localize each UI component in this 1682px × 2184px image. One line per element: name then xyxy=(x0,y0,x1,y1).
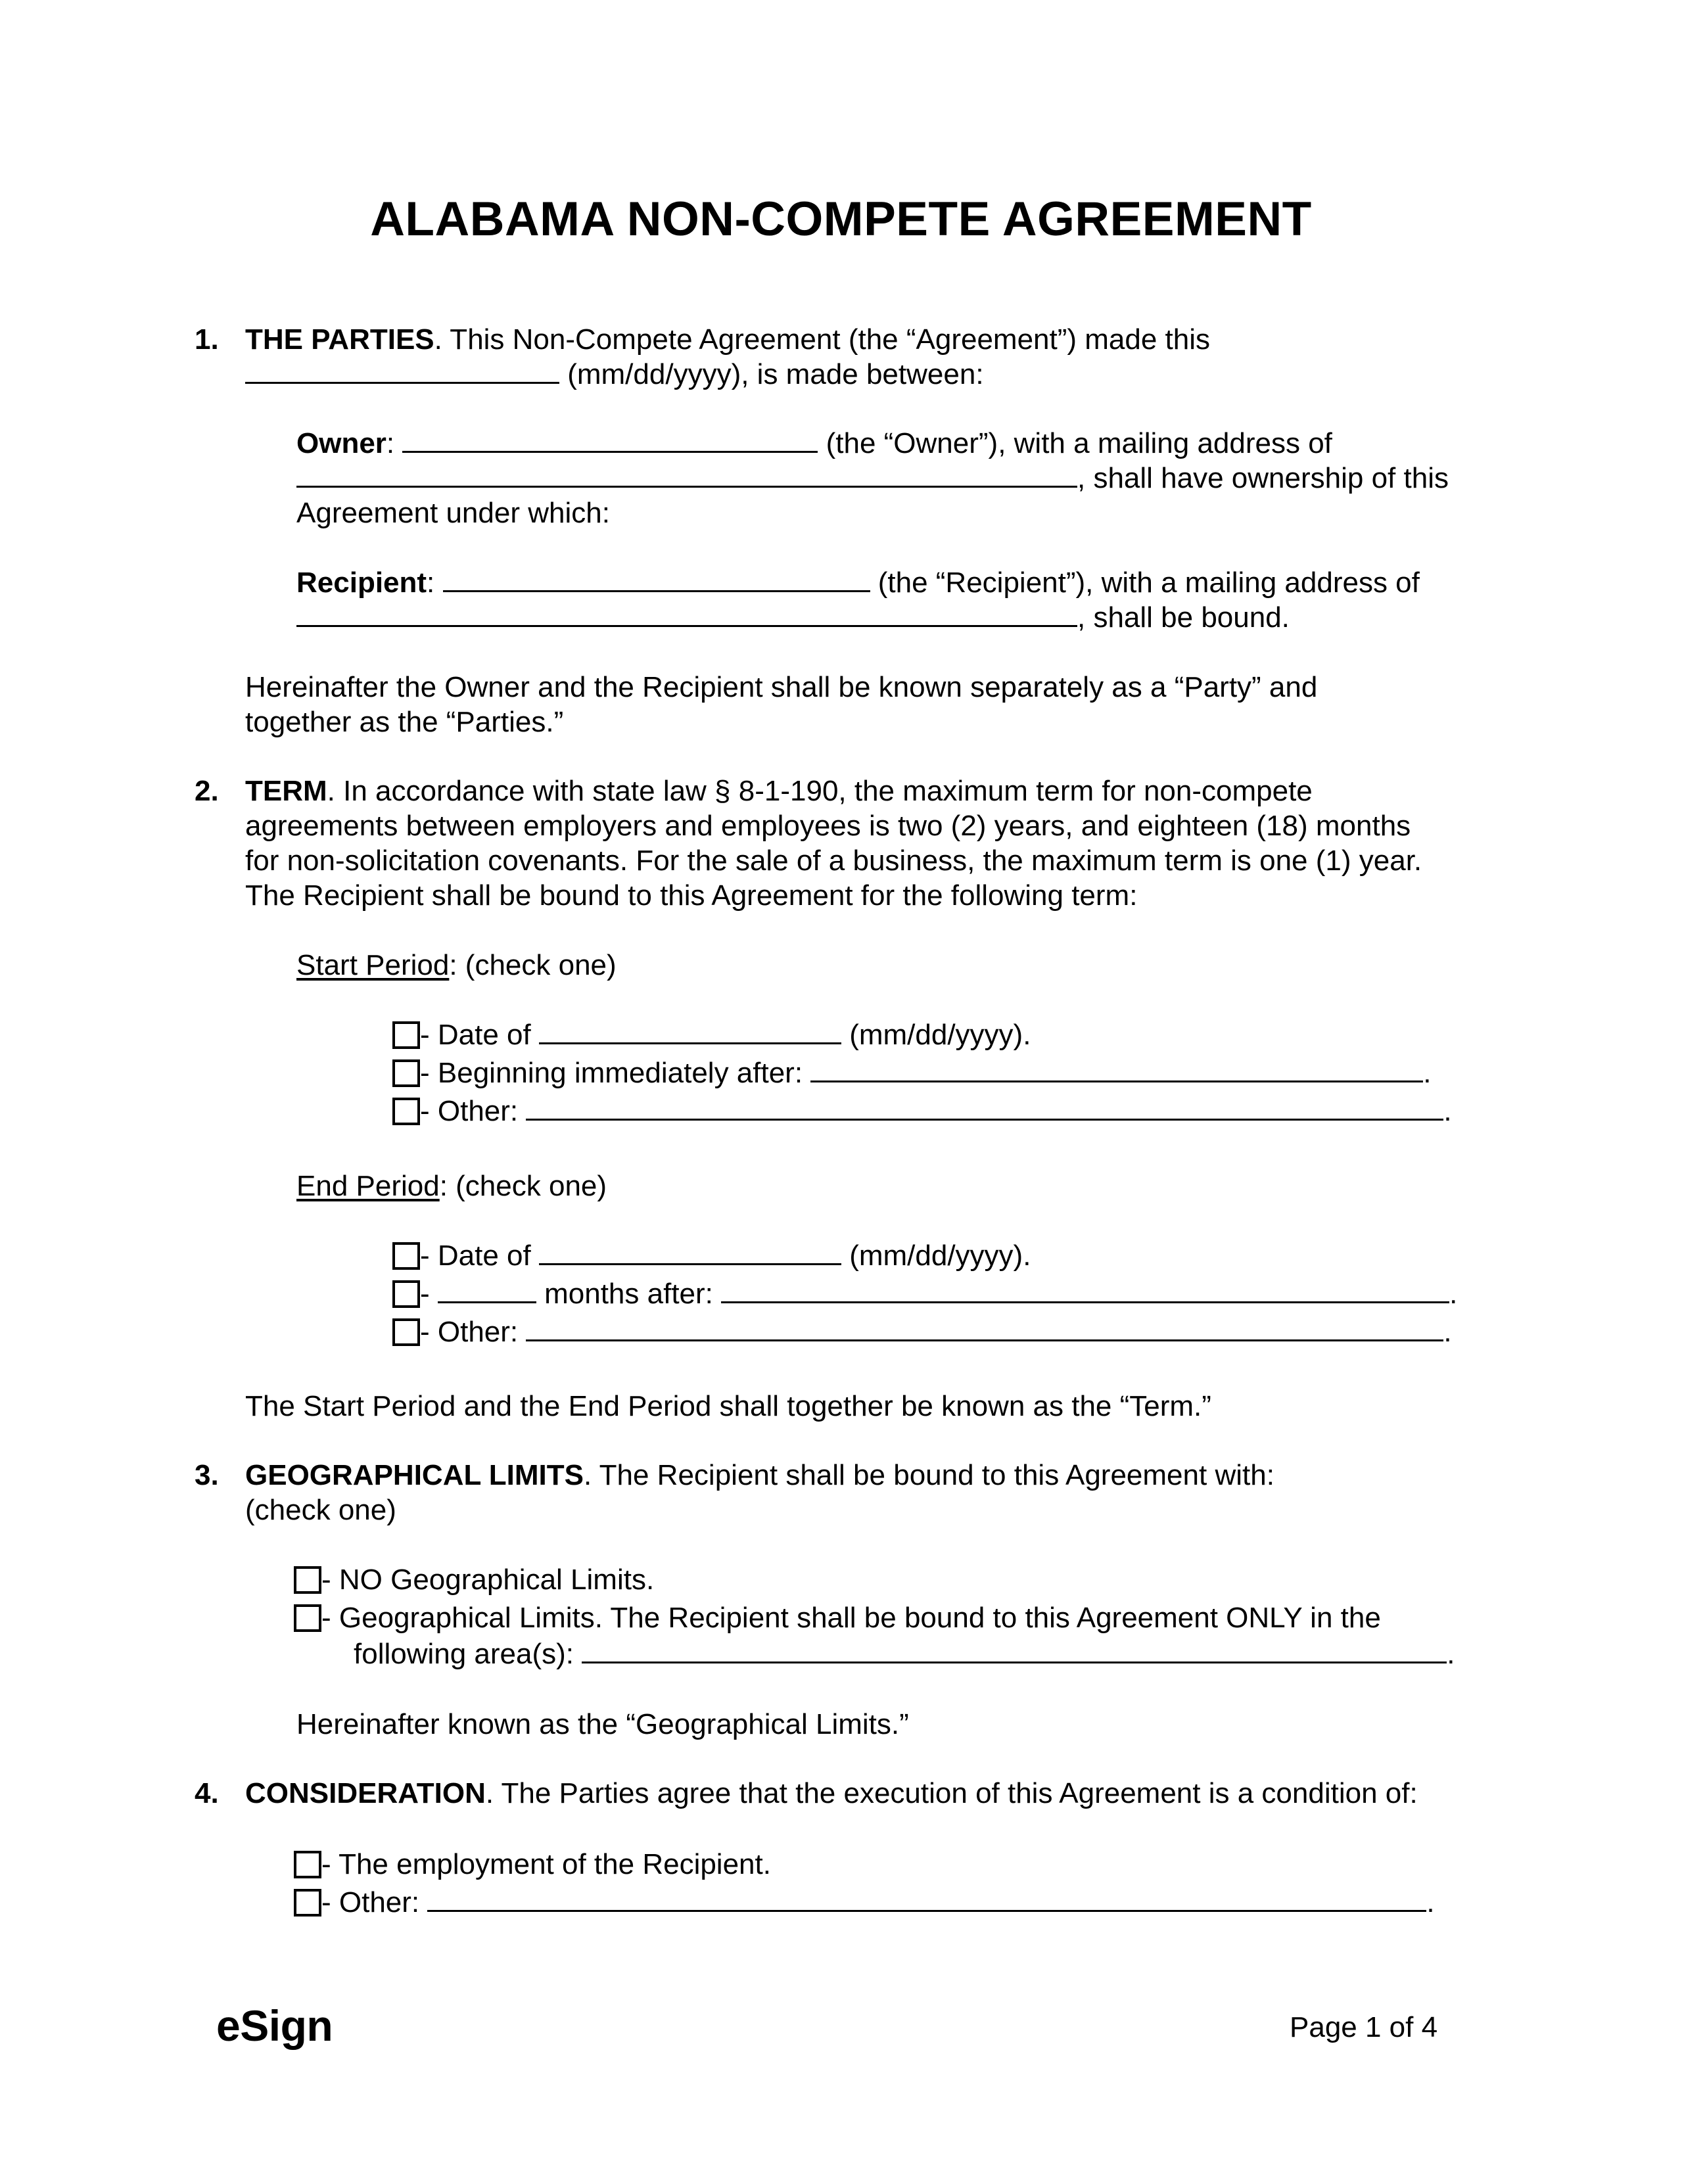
start-other-field[interactable] xyxy=(526,1095,1443,1121)
end-period-label: End Period xyxy=(296,1170,440,1202)
end-other-field[interactable] xyxy=(526,1316,1443,1341)
agreement-date-suffix: (mm/dd/yyyy), is made between: xyxy=(559,358,984,390)
recipient-name-field[interactable] xyxy=(443,567,870,592)
recipient-address-after-text: , shall be bound. xyxy=(1077,601,1290,634)
section-1-heading: THE PARTIES xyxy=(245,323,434,356)
geo-area-label: following area(s): xyxy=(354,1638,582,1670)
end-months-after-field[interactable] xyxy=(721,1278,1449,1303)
geo-limited-checkbox[interactable] xyxy=(294,1604,321,1632)
start-immediately-label: - Beginning immediately after: xyxy=(420,1057,811,1089)
section-3-line1 xyxy=(245,1458,1274,1493)
end-months-checkbox[interactable] xyxy=(392,1280,420,1308)
recipient-address-field[interactable] xyxy=(296,601,1077,627)
start-date-format: (mm/dd/yyyy). xyxy=(841,1019,1031,1051)
end-months-label: months after: xyxy=(536,1278,722,1310)
consideration-employment-label: - The employment of the Recipient. xyxy=(321,1848,771,1880)
owner-address-after-text: , shall have ownership of this xyxy=(1077,462,1449,494)
section-2-number: 2. xyxy=(195,775,219,807)
consideration-other-checkbox[interactable] xyxy=(294,1889,321,1917)
section-4-heading: CONSIDERATION xyxy=(245,1777,486,1809)
start-date-checkbox[interactable] xyxy=(392,1021,420,1049)
recipient-row xyxy=(296,565,1420,600)
document-title: ALABAMA NON-COMPETE AGREEMENT xyxy=(370,193,1312,246)
section-4-number: 4. xyxy=(195,1777,219,1809)
geo-none-label: - NO Geographical Limits. xyxy=(321,1564,655,1596)
owner-address-field[interactable] xyxy=(296,462,1077,488)
end-option-other xyxy=(392,1314,1452,1349)
section-3-heading: GEOGRAPHICAL LIMITS xyxy=(245,1459,584,1491)
recipient-after-text: (the “Recipient”), with a mailing address of xyxy=(870,567,1420,599)
agreement-date-field[interactable] xyxy=(245,358,559,384)
section-1-text: . This Non-Compete Agreement (the “Agreement”) made this xyxy=(434,323,1211,356)
section-3-text: . The Recipient shall be bound to this Agreement with: xyxy=(583,1459,1274,1491)
section-1-intro xyxy=(245,322,1210,357)
section-2-heading: TERM xyxy=(245,775,327,807)
consideration-other-field[interactable] xyxy=(427,1886,1426,1912)
end-other-period: . xyxy=(1443,1316,1452,1348)
geo-option-none xyxy=(294,1562,654,1597)
end-months-dash: - xyxy=(420,1278,438,1310)
start-option-other xyxy=(392,1094,1452,1128)
end-option-date xyxy=(392,1238,1031,1273)
recipient-label: Recipient xyxy=(296,567,427,599)
end-option-months xyxy=(392,1276,1457,1311)
start-other-period: . xyxy=(1443,1095,1452,1127)
owner-label: Owner xyxy=(296,427,386,459)
start-date-label: - Date of xyxy=(420,1019,539,1051)
end-date-format: (mm/dd/yyyy). xyxy=(841,1240,1031,1272)
parties-definition-line2: together as the “Parties.” xyxy=(245,706,564,738)
start-option-date xyxy=(392,1017,1031,1052)
geo-option-limited xyxy=(294,1600,1381,1635)
section-2-line3: for non-solicitation covenants. For the sale of a business, the maximum term is one (1) year. xyxy=(245,845,1422,877)
start-immediately-field[interactable] xyxy=(810,1057,1423,1082)
owner-address-row xyxy=(296,461,1449,496)
section-2-text: . In accordance with state law § 8-1-190, the maximum term for non-compete xyxy=(327,775,1313,807)
owner-colon: : xyxy=(386,427,395,459)
start-period-heading xyxy=(296,948,617,983)
geo-limited-label: - Geographical Limits. The Recipient shall be bound to this Agreement ONLY in the xyxy=(321,1602,1381,1634)
owner-name-field[interactable] xyxy=(402,427,818,453)
section-2-line1 xyxy=(245,774,1313,808)
end-period-heading xyxy=(296,1169,607,1203)
section-2-line2: agreements between employers and employees is two (2) years, and eighteen (18) months xyxy=(245,810,1411,842)
end-months-period: . xyxy=(1449,1278,1458,1310)
start-immediately-checkbox[interactable] xyxy=(392,1059,420,1087)
owner-row xyxy=(296,426,1332,461)
end-date-label: - Date of xyxy=(420,1240,539,1272)
section-3-number: 3. xyxy=(195,1459,219,1491)
consideration-option-other xyxy=(294,1885,1435,1920)
recipient-colon: : xyxy=(427,567,435,599)
consideration-other-period: . xyxy=(1426,1886,1435,1918)
end-date-checkbox[interactable] xyxy=(392,1242,420,1270)
geo-area-period: . xyxy=(1447,1638,1455,1670)
consideration-employment-checkbox[interactable] xyxy=(294,1851,321,1878)
end-other-label: - Other: xyxy=(420,1316,526,1348)
consideration-option-employment xyxy=(294,1847,771,1882)
section-4-text: . The Parties agree that the execution of this Agreement is a condition of: xyxy=(485,1777,1418,1809)
agreement-date-row xyxy=(245,357,984,392)
page-number: Page 1 of 4 xyxy=(1290,2011,1438,2043)
geo-none-checkbox[interactable] xyxy=(294,1566,321,1594)
geo-area-row xyxy=(354,1637,1455,1671)
consideration-other-label: - Other: xyxy=(321,1886,428,1918)
recipient-address-row xyxy=(296,600,1290,635)
geo-definition: Hereinafter known as the “Geographical Limits.” xyxy=(296,1708,909,1740)
start-immediately-period: . xyxy=(1423,1057,1432,1089)
section-3-check-one: (check one) xyxy=(245,1494,396,1526)
section-1-number: 1. xyxy=(195,323,219,356)
esign-logo: eSign xyxy=(216,2001,333,2050)
parties-definition-line1: Hereinafter the Owner and the Recipient shall be known separately as a “Party” and xyxy=(245,671,1318,703)
end-months-count-field[interactable] xyxy=(438,1278,536,1303)
start-option-immediately xyxy=(392,1056,1432,1090)
start-date-field[interactable] xyxy=(539,1019,841,1044)
term-definition: The Start Period and the End Period shall together be known as the “Term.” xyxy=(245,1390,1211,1422)
owner-after-text: (the “Owner”), with a mailing address of xyxy=(818,427,1332,459)
end-check-one: : (check one) xyxy=(439,1170,607,1202)
start-period-label: Start Period xyxy=(296,949,450,981)
geo-area-field[interactable] xyxy=(582,1638,1447,1663)
section-4-line1 xyxy=(245,1776,1418,1811)
start-other-checkbox[interactable] xyxy=(392,1098,420,1125)
section-2-line4: The Recipient shall be bound to this Agreement for the following term: xyxy=(245,879,1138,912)
end-other-checkbox[interactable] xyxy=(392,1318,420,1346)
start-check-one: : (check one) xyxy=(449,949,617,981)
owner-line3: Agreement under which: xyxy=(296,497,610,529)
end-date-field[interactable] xyxy=(539,1240,841,1265)
start-other-label: - Other: xyxy=(420,1095,526,1127)
